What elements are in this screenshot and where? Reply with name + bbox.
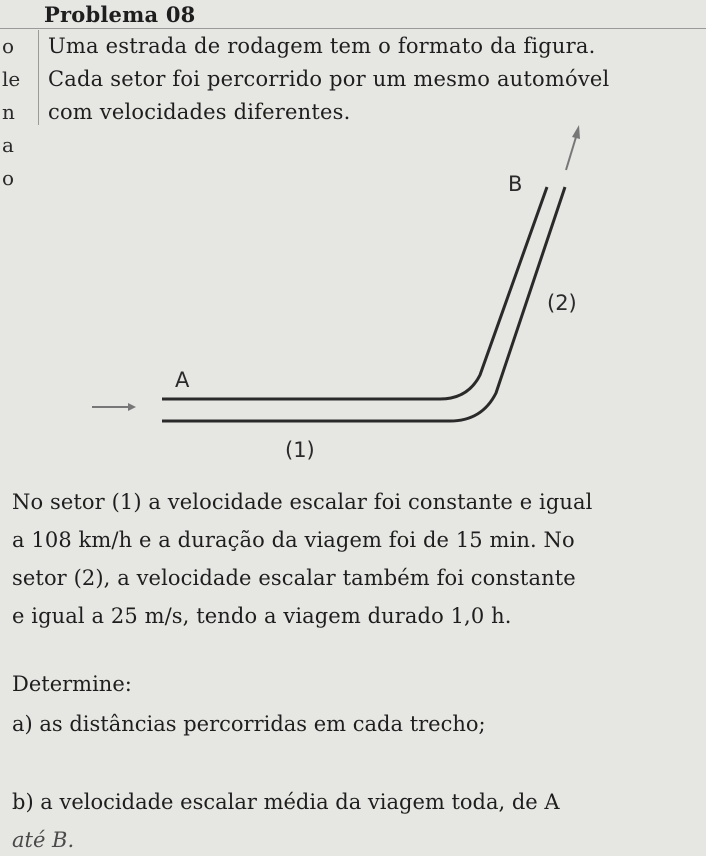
intro-line: Uma estrada de rodagem tem o formato da figura. <box>48 34 596 58</box>
road-figure <box>80 115 640 475</box>
statement-line: e igual a 25 m/s, tendo a viagem durado 1,0 h. <box>12 604 512 628</box>
margin-fragment: o <box>2 166 15 190</box>
road-edge-top <box>162 187 547 399</box>
determine-heading: Determine: <box>12 672 132 696</box>
label-point-a: A <box>175 368 190 392</box>
top-divider <box>0 28 706 29</box>
margin-fragment: o <box>2 34 15 58</box>
margin-fragment: le <box>2 67 21 91</box>
direction-arrow-icon <box>566 125 580 170</box>
column-divider <box>38 30 39 125</box>
label-sector-1: (1) <box>285 438 315 462</box>
question-a: a) as distâncias percorridas em cada trecho; <box>12 712 486 736</box>
question-b-continuation: até B. <box>12 828 75 852</box>
label-point-b: B <box>508 172 523 196</box>
statement-line: No setor (1) a velocidade escalar foi constante e igual <box>12 490 593 514</box>
intro-line: Cada setor foi percorrido por um mesmo automóvel <box>48 67 610 91</box>
problem-title: Problema 08 <box>44 2 196 27</box>
question-b: b) a velocidade escalar média da viagem toda, de A <box>12 790 560 814</box>
label-sector-2: (2) <box>547 291 577 315</box>
intro-line: com velocidades diferentes. <box>48 100 351 124</box>
margin-fragment: a <box>2 133 14 157</box>
direction-arrow-icon <box>92 403 136 411</box>
margin-fragment: n <box>2 100 15 124</box>
statement-line: a 108 km/h e a duração da viagem foi de 15 min. No <box>12 528 575 552</box>
statement-line: setor (2), a velocidade escalar também foi constante <box>12 566 576 590</box>
problem-statement <box>12 483 592 635</box>
